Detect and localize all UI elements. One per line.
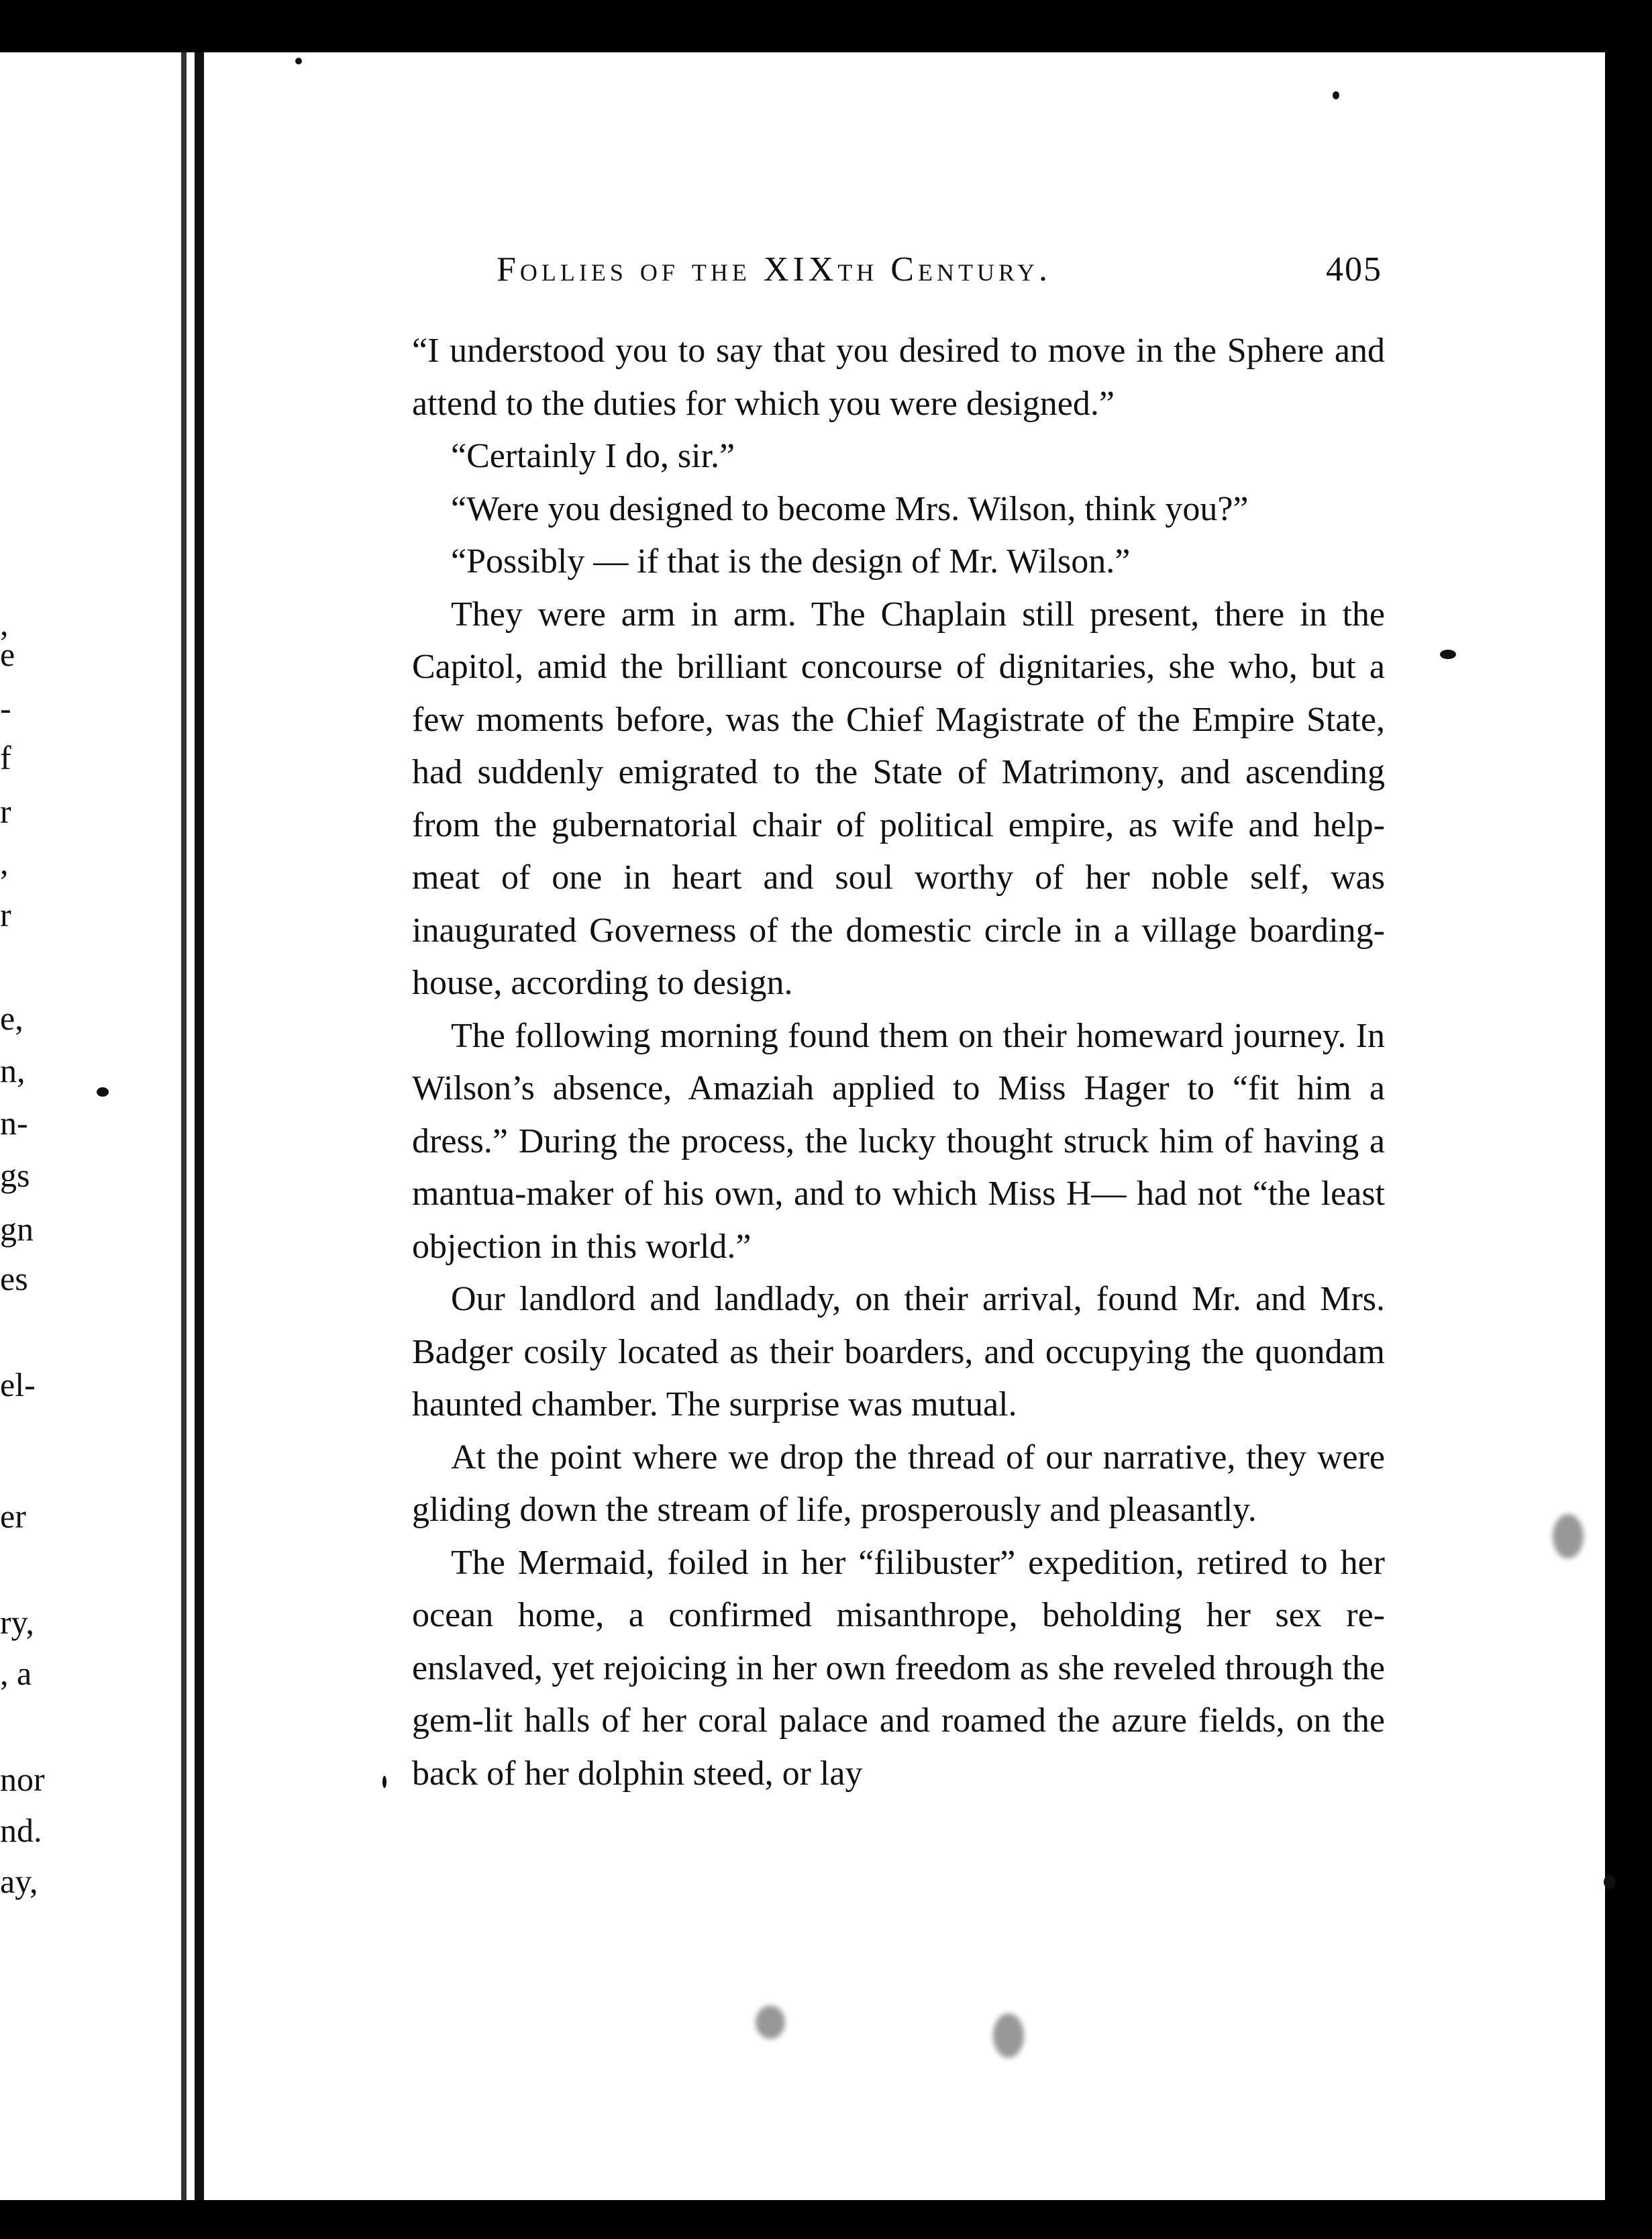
facing-page-fragment: nor bbox=[0, 1760, 45, 1798]
facing-page-fragment: n, bbox=[0, 1052, 25, 1089]
scan-border-right bbox=[1605, 0, 1652, 2239]
facing-page-fragment: f bbox=[0, 739, 11, 777]
facing-page-edge bbox=[0, 52, 188, 2200]
gutter-line bbox=[195, 27, 204, 2215]
running-head bbox=[497, 250, 1382, 289]
paragraph: They were arm in arm. The Chaplain still present, there in the Capitol, amid the brilliant concourse of dignitaries, she who, but a few moments before, was the Chief Magistrate of the Empire State, had suddenly emigrated to the State of Matrimony, and ascending from the gubernatorial chair of political empire, as wife and help-meat of one in heart and soul worthy of her noble self, was inaugurated Governess of the domestic circle in a village boarding-house, according to design. bbox=[412, 595, 1385, 1002]
facing-page-fragment: r bbox=[0, 896, 11, 934]
scan-speck bbox=[295, 58, 302, 64]
facing-page-fragment: er bbox=[0, 1497, 26, 1535]
paragraph: “I understood you to say that you desired to move in the Sphere and attend to the duties for which you were designed.” bbox=[412, 332, 1385, 423]
facing-page-fragment: ay, bbox=[0, 1862, 38, 1900]
scan-speck bbox=[1333, 91, 1339, 99]
page-number: 405 bbox=[1326, 250, 1382, 289]
paragraph: “Certainly I do, sir.” bbox=[451, 437, 735, 475]
paragraph: “Possibly — if that is the design of Mr. Wilson.” bbox=[451, 542, 1131, 581]
paragraph: The following morning found them on their homeward journey. In Wilson’s absence, Amaziah applied to Miss Hager to “fit him a dress.” During the process, the lucky thought struck him of having a mantua-maker of his own, and to which Miss H— had not “the least objection in this world.” bbox=[412, 1016, 1385, 1266]
scan-blot bbox=[993, 2013, 1024, 2058]
running-head-title: Follies of the XIXth Century. bbox=[497, 250, 1051, 289]
scan-blot bbox=[1553, 1514, 1584, 1558]
facing-page-fragment: ry, bbox=[0, 1603, 34, 1641]
facing-page-fragment: n- bbox=[0, 1104, 28, 1142]
scan-blot bbox=[756, 2005, 785, 2039]
facing-page-fragment: gn bbox=[0, 1210, 34, 1248]
facing-page-fragment: el- bbox=[0, 1366, 36, 1403]
facing-page-fragment: gs bbox=[0, 1156, 30, 1194]
facing-page-fragment: es bbox=[0, 1260, 28, 1297]
paragraph: The Mermaid, foiled in her “filibuster” expedition, retired to her ocean home, a confirmed misanthrope, beholding her sex re-enslaved, yet rejoicing in her own freedom as she reveled through the gem-lit halls of her coral palace and roamed the azure fields, on the back of her dolphin steed, or lay bbox=[412, 1543, 1385, 1793]
facing-page-fragment: e, bbox=[0, 999, 23, 1037]
scan-border-top bbox=[0, 0, 1652, 52]
facing-page-fragment: , bbox=[0, 605, 9, 642]
gutter-shadow bbox=[181, 27, 187, 2215]
facing-page-fragment: nd. bbox=[0, 1811, 42, 1849]
facing-page-fragment: - bbox=[0, 689, 11, 727]
body-text bbox=[412, 325, 1385, 1800]
scan-speck bbox=[1440, 650, 1456, 659]
scan-speck bbox=[382, 1776, 386, 1788]
facing-page-fragment: , a bbox=[0, 1654, 32, 1692]
facing-page-fragment: r bbox=[0, 793, 11, 830]
facing-page-fragment: , bbox=[0, 844, 9, 881]
paragraph: Our landlord and landlady, on their arrival, found Mr. and Mrs. Badger cosily located as their boarders, and occupying the quondam haunted chamber. The surprise was mutual. bbox=[412, 1280, 1385, 1424]
paragraph: “Were you designed to become Mrs. Wilson, think you?” bbox=[451, 489, 1249, 528]
scan-speck bbox=[1604, 1875, 1616, 1889]
scan-border-bottom bbox=[0, 2200, 1652, 2239]
facing-page-fragment: e bbox=[0, 636, 15, 673]
paragraph: At the point where we drop the thread of our narrative, they were gliding down the stream of life, prosperously and pleasantly. bbox=[412, 1438, 1385, 1529]
scan-speck bbox=[97, 1087, 109, 1097]
